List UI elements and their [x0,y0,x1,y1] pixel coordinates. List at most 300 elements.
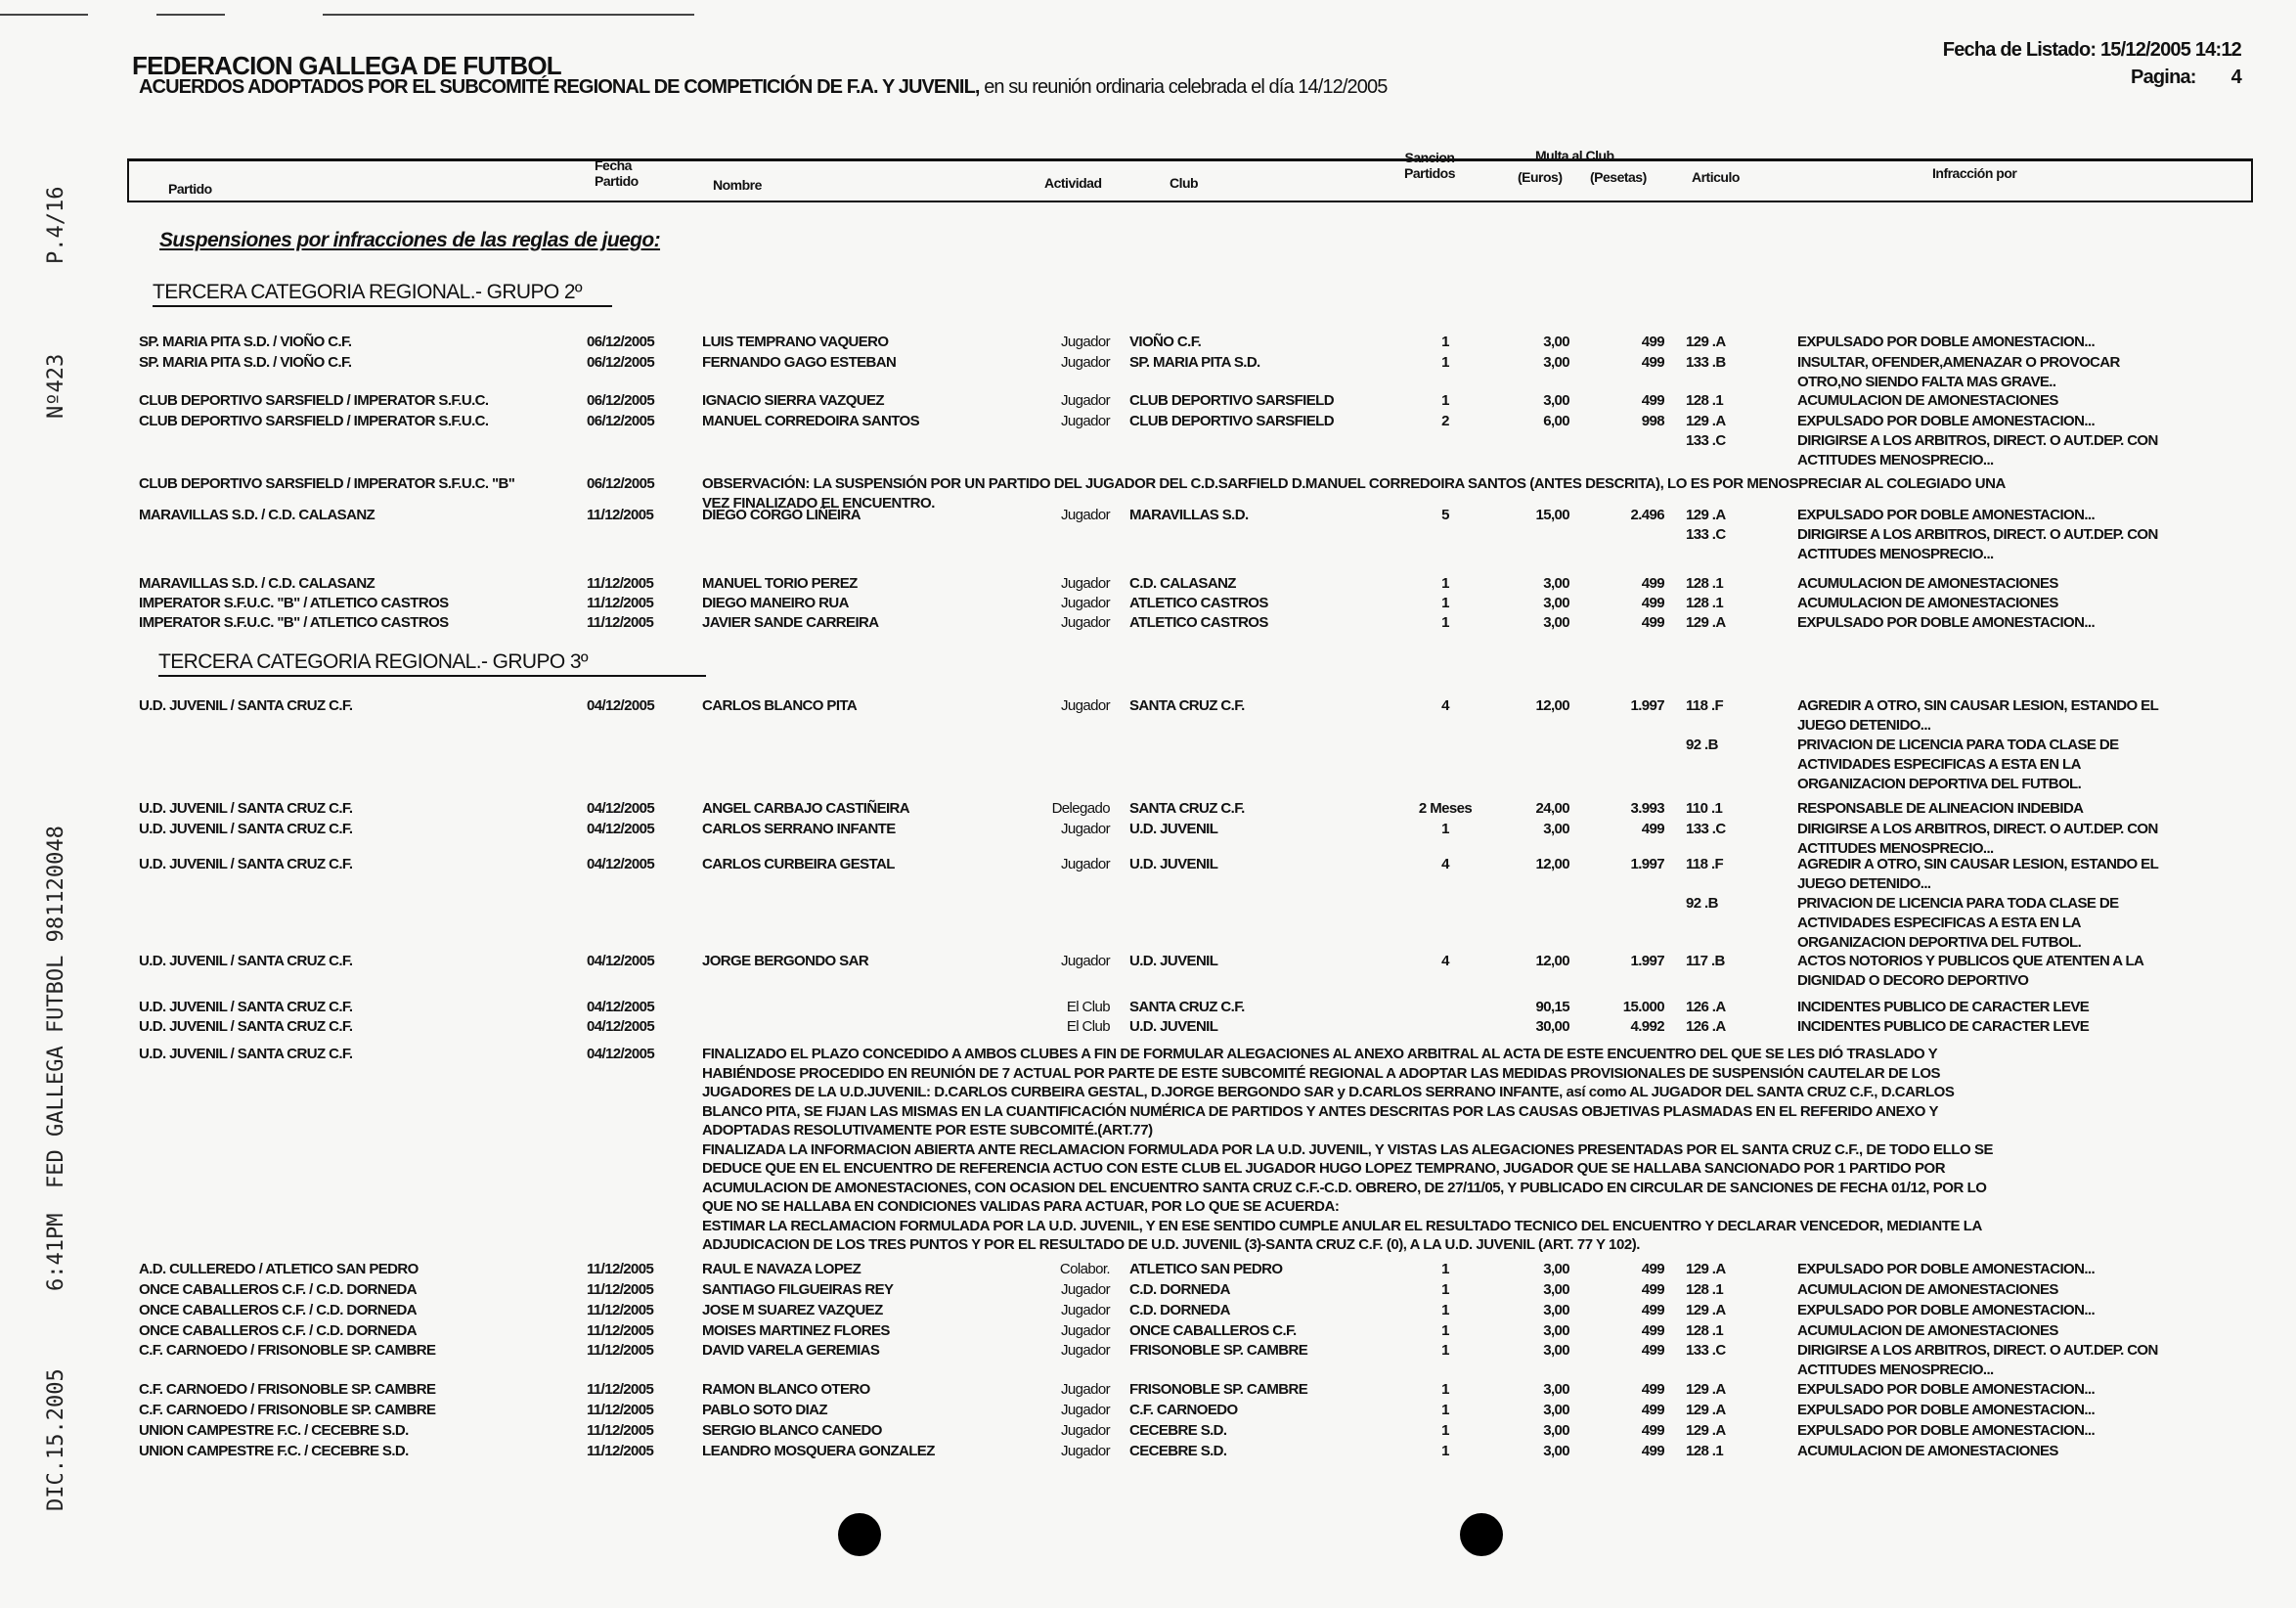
sanction-matches-cell: 1 [1441,1422,1449,1439]
fine-pesetas-cell: 499 [1641,1322,1664,1339]
infraction-line: ACTOS NOTORIOS Y PUBLICOS QUE ATENTEN A LA [1797,953,2144,969]
match-date-cell: 06/12/2005 [587,392,655,409]
observation-line: ADOPTADAS RESOLUTIVAMENTE POR ESTE SUBCOMITÉ.(ART.77) [702,1122,1153,1139]
partido-cell: U.D. JUVENIL / SANTA CRUZ C.F. [139,800,353,817]
fine-euros-cell: 3,00 [1543,1322,1569,1339]
observation-line: ACUMULACION DE AMONESTACIONES, CON OCASION DEL ENCUENTRO SANTA CRUZ C.F.-C.D. OBRERO, DE 27/11/05, Y PUBLICADO EN CIRCULAR DE SANCIONES DE FECHA 01/12, POR LO [702,1179,1987,1196]
match-date-cell: 04/12/2005 [587,1046,655,1062]
infraction-line: AGREDIR A OTRO, SIN CAUSAR LESION, ESTANDO EL [1797,856,2159,872]
infraction-line: DIRIGIRSE A LOS ARBITROS, DIRECT. O AUT.DEP. CON [1797,821,2158,837]
partido-cell: CLUB DEPORTIVO SARSFIELD / IMPERATOR S.F.U.C. "B" [139,475,515,492]
fine-euros-cell: 3,00 [1543,1402,1569,1418]
match-date-cell: 11/12/2005 [587,1342,654,1359]
infraction-line: PRIVACION DE LICENCIA PARA TODA CLASE DE [1797,895,2119,912]
fine-euros-cell: 3,00 [1543,614,1569,631]
partido-cell: MARAVILLAS S.D. / C.D. CALASANZ [139,507,375,523]
infraction-line: DIRIGIRSE A LOS ARBITROS, DIRECT. O AUT.DEP. CON [1797,1342,2158,1359]
col-infraccion: Infracción por [1932,165,2017,181]
fine-pesetas-cell: 1.997 [1630,856,1664,872]
fine-euros-cell: 12,00 [1535,856,1569,872]
observation-line: VEZ FINALIZADO EL ENCUENTRO. [702,495,935,512]
infraction-line: INCIDENTES PUBLICO DE CARACTER LEVE [1797,1018,2090,1035]
table-header [127,148,2253,202]
match-date-cell: 04/12/2005 [587,800,655,817]
infraction-line: ACUMULACION DE AMONESTACIONES [1797,575,2058,592]
match-date-cell: 04/12/2005 [587,999,655,1015]
partido-cell: UNION CAMPESTRE F.C. / CECEBRE S.D. [139,1422,409,1439]
infraction-line: EXPULSADO POR DOBLE AMONESTACION... [1797,1261,2096,1277]
sanction-matches-cell: 4 [1441,953,1449,969]
subtitle-main: ACUERDOS ADOPTADOS POR EL SUBCOMITÉ REGIONAL DE COMPETICIÓN DE F.A. Y JUVENIL, [139,76,980,98]
activity-cell: Jugador [1060,1402,1110,1418]
col-nombre: Nombre [713,177,762,193]
name-cell: DAVID VARELA GEREMIAS [702,1342,880,1359]
partido-cell: CLUB DEPORTIVO SARSFIELD / IMPERATOR S.F.U.C. [139,413,489,429]
observation-line: HABIÉNDOSE PROCEDIDO EN REUNIÓN DE 7 ACTUAL POR PARTE DE ESTE SUBCOMITÉ REGIONAL A ADOPTAR LAS MEDIDAS PROVISIONALES DE SUSPENSIÓN CAUTELAR DE LOS [702,1064,1941,1082]
document-subtitle [139,76,1387,99]
activity-cell: Jugador [1060,614,1110,631]
name-cell: DIEGO CORGO LIÑEIRA [702,507,861,523]
article-cell: 117 .B [1686,953,1725,969]
club-cell: CLUB DEPORTIVO SARSFIELD [1129,413,1334,429]
match-date-cell: 11/12/2005 [587,1443,654,1459]
infraction-line: ACTIVIDADES ESPECIFICAS A ESTA EN LA [1797,756,2081,773]
partido-cell: U.D. JUVENIL / SANTA CRUZ C.F. [139,1018,353,1035]
article-cell: 129 .A [1686,413,1726,429]
infraction-line: ACTITUDES MENOSPRECIO... [1797,840,1994,857]
article-cell: 133 .C [1686,526,1726,543]
activity-cell: El Club [1066,999,1110,1015]
col-multa: Multa al Club [1535,148,1614,163]
col-fecha [595,157,639,189]
activity-cell: El Club [1066,1018,1110,1035]
fine-pesetas-cell: 499 [1641,392,1664,409]
group-title: TERCERA CATEGORIA REGIONAL.- GRUPO 3º [158,650,706,677]
match-date-cell: 11/12/2005 [587,1322,654,1339]
name-cell: IGNACIO SIERRA VAZQUEZ [702,392,884,409]
activity-cell: Jugador [1060,856,1110,872]
fine-euros-cell: 3,00 [1543,1302,1569,1318]
name-cell: MOISES MARTINEZ FLORES [702,1322,890,1339]
name-cell: JOSE M SUAREZ VAZQUEZ [702,1302,883,1318]
listing-date: Fecha de Listado: 15/12/2005 14:12 [1942,39,2241,61]
article-cell: 129 .A [1686,1261,1726,1277]
col-actividad: Actividad [1044,175,1102,191]
infraction-line: ACUMULACION DE AMONESTACIONES [1797,1322,2058,1339]
sanction-matches-cell: 1 [1441,1402,1449,1418]
fine-euros-cell: 30,00 [1535,1018,1569,1035]
col-fecha-line2: Partido [595,173,639,189]
infraction-line: OTRO,NO SIENDO FALTA MAS GRAVE.. [1797,374,2056,390]
article-cell: 92 .B [1686,737,1718,753]
infraction-line: EXPULSADO POR DOBLE AMONESTACION... [1797,507,2096,523]
match-date-cell: 04/12/2005 [587,856,655,872]
col-sancion-line2: Partidos [1404,165,1456,181]
fine-pesetas-cell: 499 [1641,1443,1664,1459]
name-cell: SANTIAGO FILGUEIRAS REY [702,1281,894,1298]
club-cell: ATLETICO SAN PEDRO [1129,1261,1283,1277]
article-cell: 128 .1 [1686,392,1724,409]
match-date-cell: 06/12/2005 [587,354,655,371]
article-cell: 128 .1 [1686,1322,1724,1339]
sanction-matches-cell: 4 [1441,856,1449,872]
fine-euros-cell: 3,00 [1543,1261,1569,1277]
col-sancion-line1: Sancion [1404,150,1455,165]
infraction-line: EXPULSADO POR DOBLE AMONESTACION... [1797,413,2096,429]
infraction-line: ACUMULACION DE AMONESTACIONES [1797,1443,2058,1459]
observation-line: ADJUDICACION DE LOS TRES PUNTOS Y POR EL RESULTADO DE U.D. JUVENIL (3)-SANTA CRUZ C.F. (0), A LA U.D. JUVENIL (ART. 77 Y 102). [702,1236,1641,1253]
infraction-line: ACTITUDES MENOSPRECIO... [1797,546,1994,562]
observation-line: JUGADORES DE LA U.D.JUVENIL: D.CARLOS CURBEIRA GESTAL, D.JORGE BERGONDO SAR y D.CARLOS SERRANO INFANTE, así como AL JUGADOR DEL SANTA CRUZ C.F., D.CARLOS [702,1084,1955,1100]
activity-cell: Jugador [1060,697,1110,714]
partido-cell: ONCE CABALLEROS C.F. / C.D. DORNEDA [139,1281,418,1298]
fine-pesetas-cell: 499 [1641,595,1664,611]
observation-line: DEDUCE QUE EN EL ENCUENTRO DE REFERENCIA ACTUO CON ESTE CLUB EL JUGADOR HUGO LOPEZ TEMPRANO, JUGADOR QUE SE HALLABA SANCIONADO POR 1 PARTIDO POR [702,1160,1946,1177]
col-partido: Partido [168,181,212,197]
article-cell: 129 .A [1686,1381,1726,1398]
club-cell: C.D. CALASANZ [1129,575,1236,592]
fax-transmission-header [44,142,69,1511]
col-pesetas: (Pesetas) [1590,169,1647,185]
fine-euros-cell: 3,00 [1543,1281,1569,1298]
article-cell: 133 .C [1686,1342,1726,1359]
infraction-line: DIGNIDAD O DECORO DEPORTIVO [1797,972,2029,989]
section-heading: Suspensiones por infracciones de las reglas de juego: [159,229,661,251]
name-cell: CARLOS SERRANO INFANTE [702,821,896,837]
sanction-matches-cell: 1 [1441,575,1449,592]
activity-cell: Jugador [1060,507,1110,523]
partido-cell: IMPERATOR S.F.U.C. "B" / ATLETICO CASTROS [139,614,449,631]
partido-cell: U.D. JUVENIL / SANTA CRUZ C.F. [139,999,353,1015]
match-date-cell: 06/12/2005 [587,334,655,350]
sanction-matches-cell: 1 [1441,614,1449,631]
sanction-matches-cell: 1 [1441,334,1449,350]
match-date-cell: 11/12/2005 [587,1422,654,1439]
name-cell: RAUL E NAVAZA LOPEZ [702,1261,861,1277]
name-cell: LUIS TEMPRANO VAQUERO [702,334,889,350]
partido-cell: C.F. CARNOEDO / FRISONOBLE SP. CAMBRE [139,1342,436,1359]
fine-pesetas-cell: 1.997 [1630,697,1664,714]
partido-cell: ONCE CABALLEROS C.F. / C.D. DORNEDA [139,1322,418,1339]
club-cell: SANTA CRUZ C.F. [1129,800,1245,817]
activity-cell: Jugador [1060,575,1110,592]
club-cell: ATLETICO CASTROS [1129,614,1268,631]
club-cell: CECEBRE S.D. [1129,1443,1227,1459]
club-cell: C.F. CARNOEDO [1129,1402,1238,1418]
match-date-cell: 11/12/2005 [587,507,654,523]
activity-cell: Delegado [1051,800,1110,817]
sanction-matches-cell: 1 [1441,595,1449,611]
partido-cell: IMPERATOR S.F.U.C. "B" / ATLETICO CASTROS [139,595,449,611]
club-cell: MARAVILLAS S.D. [1129,507,1249,523]
infraction-line: ORGANIZACION DEPORTIVA DEL FUTBOL. [1797,776,2082,792]
article-cell: 126 .A [1686,999,1726,1015]
club-cell: U.D. JUVENIL [1129,856,1218,872]
infraction-line: DIRIGIRSE A LOS ARBITROS, DIRECT. O AUT.DEP. CON [1797,526,2158,543]
fine-euros-cell: 3,00 [1543,1342,1569,1359]
infraction-line: ACUMULACION DE AMONESTACIONES [1797,595,2058,611]
name-cell: PABLO SOTO DIAZ [702,1402,827,1418]
fine-euros-cell: 3,00 [1543,821,1569,837]
club-cell: SANTA CRUZ C.F. [1129,999,1245,1015]
infraction-line: AGREDIR A OTRO, SIN CAUSAR LESION, ESTANDO EL [1797,697,2159,714]
match-date-cell: 06/12/2005 [587,413,655,429]
observation-line: BLANCO PITA, SE FIJAN LAS MISMAS EN LA CUANTIFICACIÓN NUMÉRICA DE PARTIDOS Y ANTES DESCRITAS POR LAS CAUSAS OBJETIVAS PLASMADAS EN EL REFERIDO ANEXO Y [702,1102,1938,1120]
article-cell: 133 .C [1686,432,1726,449]
group-title: TERCERA CATEGORIA REGIONAL.- GRUPO 2º [153,281,612,307]
infraction-line: RESPONSABLE DE ALINEACION INDEBIDA [1797,800,2084,817]
sanction-matches-cell: 1 [1441,1261,1449,1277]
match-date-cell: 04/12/2005 [587,697,655,714]
sanction-matches-cell: 1 [1441,1322,1449,1339]
partido-cell: U.D. JUVENIL / SANTA CRUZ C.F. [139,821,353,837]
fine-euros-cell: 90,15 [1535,999,1569,1015]
club-cell: U.D. JUVENIL [1129,953,1218,969]
activity-cell: Jugador [1060,1281,1110,1298]
fine-pesetas-cell: 4.992 [1630,1018,1664,1035]
article-cell: 110 .1 [1686,800,1723,817]
article-cell: 118 .F [1686,697,1724,714]
fine-pesetas-cell: 499 [1641,1402,1664,1418]
sanction-matches-cell: 1 [1441,1443,1449,1459]
article-cell: 128 .1 [1686,595,1724,611]
article-cell: 118 .F [1686,856,1724,872]
activity-cell: Jugador [1060,953,1110,969]
fine-pesetas-cell: 499 [1641,1381,1664,1398]
fine-pesetas-cell: 499 [1641,821,1664,837]
partido-cell: CLUB DEPORTIVO SARSFIELD / IMPERATOR S.F.U.C. [139,392,489,409]
fine-pesetas-cell: 3.993 [1630,800,1664,817]
fine-pesetas-cell: 15.000 [1622,999,1664,1015]
fax-edge-mark [323,14,694,16]
infraction-line: INCIDENTES PUBLICO DE CARACTER LEVE [1797,999,2090,1015]
article-cell: 129 .A [1686,614,1726,631]
sanction-matches-cell: 2 Meses [1418,800,1473,817]
infraction-line: EXPULSADO POR DOBLE AMONESTACION... [1797,614,2096,631]
name-cell: MANUEL CORREDOIRA SANTOS [702,413,920,429]
fine-euros-cell: 12,00 [1535,953,1569,969]
club-cell: VIOÑO C.F. [1129,334,1202,350]
document-title: FEDERACION GALLEGA DE FUTBOL [132,51,561,80]
partido-cell: U.D. JUVENIL / SANTA CRUZ C.F. [139,1046,353,1062]
club-cell: U.D. JUVENIL [1129,1018,1218,1035]
partido-cell: C.F. CARNOEDO / FRISONOBLE SP. CAMBRE [139,1381,436,1398]
name-cell: LEANDRO MOSQUERA GONZALEZ [702,1443,935,1459]
article-cell: 92 .B [1686,895,1718,912]
match-date-cell: 04/12/2005 [587,953,655,969]
fine-pesetas-cell: 499 [1641,1302,1664,1318]
observation-line: ESTIMAR LA RECLAMACION FORMULADA POR LA U.D. JUVENIL, Y EN ESE SENTIDO CUMPLE ANULAR EL RESULTADO TECNICO DEL ENCUENTRO Y DECLARAR VENCEDOR, MEDIANTE LA [702,1217,1982,1234]
name-cell: JAVIER SANDE CARREIRA [702,614,879,631]
fine-pesetas-cell: 499 [1641,1422,1664,1439]
fine-euros-cell: 3,00 [1543,1381,1569,1398]
infraction-line: ACUMULACION DE AMONESTACIONES [1797,1281,2058,1298]
name-cell: DIEGO MANEIRO RUA [702,595,849,611]
activity-cell: Jugador [1060,334,1110,350]
fine-pesetas-cell: 499 [1641,1281,1664,1298]
activity-cell: Jugador [1060,595,1110,611]
article-cell: 128 .1 [1686,575,1724,592]
fax-date: DIC.15.2005 [44,1368,68,1511]
article-cell: 129 .A [1686,334,1726,350]
fine-euros-cell: 3,00 [1543,1443,1569,1459]
match-date-cell: 11/12/2005 [587,1381,654,1398]
match-date-cell: 11/12/2005 [587,1402,654,1418]
match-date-cell: 06/12/2005 [587,475,655,492]
infraction-line: INSULTAR, OFENDER,AMENAZAR O PROVOCAR [1797,354,2120,371]
partido-cell: A.D. CULLEREDO / ATLETICO SAN PEDRO [139,1261,419,1277]
sanction-matches-cell: 1 [1441,821,1449,837]
club-cell: ATLETICO CASTROS [1129,595,1268,611]
infraction-line: EXPULSADO POR DOBLE AMONESTACION... [1797,334,2096,350]
match-date-cell: 11/12/2005 [587,614,654,631]
partido-cell: U.D. JUVENIL / SANTA CRUZ C.F. [139,953,353,969]
fax-page: P.4/16 [44,186,68,264]
infraction-line: JUEGO DETENIDO... [1797,875,1931,892]
activity-cell: Jugador [1060,392,1110,409]
infraction-line: EXPULSADO POR DOBLE AMONESTACION... [1797,1302,2096,1318]
col-fecha-line1: Fecha [595,157,632,173]
name-cell: ANGEL CARBAJO CASTIÑEIRA [702,800,910,817]
club-cell: CLUB DEPORTIVO SARSFIELD [1129,392,1334,409]
fine-euros-cell: 12,00 [1535,697,1569,714]
activity-cell: Jugador [1060,413,1110,429]
observation-line: OBSERVACIÓN: LA SUSPENSIÓN POR UN PARTIDO DEL JUGADOR DEL C.D.SARFIELD D.MANUEL CORREDOIRA SANTOS (ANTES DESCRITA), LO ES POR MENOSPRECIAR AL COLEGIADO UNA [702,475,2006,492]
partido-cell: SP. MARIA PITA S.D. / VIOÑO C.F. [139,354,352,371]
infraction-line: ACTIVIDADES ESPECIFICAS A ESTA EN LA [1797,915,2081,931]
name-cell: MANUEL TORIO PEREZ [702,575,858,592]
partido-cell: U.D. JUVENIL / SANTA CRUZ C.F. [139,856,353,872]
infraction-line: DIRIGIRSE A LOS ARBITROS, DIRECT. O AUT.DEP. CON [1797,432,2158,449]
name-cell: FERNANDO GAGO ESTEBAN [702,354,897,371]
col-articulo: Articulo [1692,169,1740,185]
article-cell: 129 .A [1686,1402,1726,1418]
activity-cell: Jugador [1060,354,1110,371]
infraction-line: ORGANIZACION DEPORTIVA DEL FUTBOL. [1797,934,2082,951]
punch-hole [1460,1513,1503,1556]
fine-pesetas-cell: 499 [1641,575,1664,592]
match-date-cell: 11/12/2005 [587,1302,654,1318]
article-cell: 128 .1 [1686,1443,1724,1459]
page-number: 4 [2230,67,2241,88]
partido-cell: ONCE CABALLEROS C.F. / C.D. DORNEDA [139,1302,418,1318]
article-cell: 128 .1 [1686,1281,1724,1298]
fine-euros-cell: 3,00 [1543,392,1569,409]
observation-line: FINALIZADO EL PLAZO CONCEDIDO A AMBOS CLUBES A FIN DE FORMULAR ALEGACIONES AL ANEXO ARBITRAL AL ACTA DE ESTE ENCUENTRO DEL QUE SE LES DIÓ TRASLADO Y [702,1046,1938,1062]
article-cell: 129 .A [1686,507,1726,523]
infraction-line: EXPULSADO POR DOBLE AMONESTACION... [1797,1422,2096,1439]
sanction-matches-cell: 1 [1441,1381,1449,1398]
fine-euros-cell: 24,00 [1535,800,1569,817]
activity-cell: Jugador [1060,1443,1110,1459]
fine-euros-cell: 3,00 [1543,354,1569,371]
club-cell: SANTA CRUZ C.F. [1129,697,1245,714]
fine-euros-cell: 3,00 [1543,334,1569,350]
fax-edge-mark [0,14,88,16]
sanction-matches-cell: 5 [1441,507,1449,523]
article-cell: 133 .C [1686,821,1726,837]
sanction-matches-cell: 1 [1441,1302,1449,1318]
activity-cell: Jugador [1060,1342,1110,1359]
match-date-cell: 04/12/2005 [587,1018,655,1035]
article-cell: 133 .B [1686,354,1726,371]
col-sancion [1404,150,1455,181]
activity-cell: Jugador [1060,1381,1110,1398]
club-cell: SP. MARIA PITA S.D. [1129,354,1260,371]
match-date-cell: 11/12/2005 [587,575,654,592]
sanction-matches-cell: 2 [1441,413,1449,429]
page-label: Pagina: [2131,67,2196,88]
name-cell: SERGIO BLANCO CANEDO [702,1422,882,1439]
partido-cell: UNION CAMPESTRE F.C. / CECEBRE S.D. [139,1443,409,1459]
infraction-line: PRIVACION DE LICENCIA PARA TODA CLASE DE [1797,737,2119,753]
name-cell: CARLOS CURBEIRA GESTAL [702,856,895,872]
fax-time: 6:41PM [44,1213,68,1291]
club-cell: U.D. JUVENIL [1129,821,1218,837]
match-date-cell: 11/12/2005 [587,595,654,611]
activity-cell: Jugador [1060,1422,1110,1439]
fine-pesetas-cell: 2.496 [1630,507,1664,523]
article-cell: 129 .A [1686,1422,1726,1439]
club-cell: C.D. DORNEDA [1129,1302,1230,1318]
club-cell: C.D. DORNEDA [1129,1281,1230,1298]
fine-euros-cell: 3,00 [1543,1422,1569,1439]
partido-cell: MARAVILLAS S.D. / C.D. CALASANZ [139,575,375,592]
infraction-line: ACUMULACION DE AMONESTACIONES [1797,392,2058,409]
article-cell: 129 .A [1686,1302,1726,1318]
fax-number: Nº423 [44,353,68,419]
fine-pesetas-cell: 499 [1641,1261,1664,1277]
observation-line: FINALIZADA LA INFORMACION ABIERTA ANTE RECLAMACION FORMULADA POR LA U.D. JUVENIL, Y VISTAS LAS ALEGACIONES PRESENTADAS POR EL SANTA CRUZ C.F., DE TODO ELLO SE [702,1140,1994,1158]
subtitle-meeting: en su reunión ordinaria celebrada el día 14/12/2005 [979,76,1388,98]
fax-edge-mark [156,14,225,16]
col-euros: (Euros) [1518,169,1563,185]
fine-pesetas-cell: 499 [1641,334,1664,350]
activity-cell: Colabor. [1059,1261,1110,1277]
fine-pesetas-cell: 1.997 [1630,953,1664,969]
club-cell: FRISONOBLE SP. CAMBRE [1129,1381,1308,1398]
infraction-line: JUEGO DETENIDO... [1797,717,1931,734]
name-cell: JORGE BERGONDO SAR [702,953,869,969]
fine-pesetas-cell: 998 [1641,413,1664,429]
col-club: Club [1170,175,1199,191]
infraction-line: EXPULSADO POR DOBLE AMONESTACION... [1797,1402,2096,1418]
sanction-matches-cell: 4 [1441,697,1449,714]
infraction-line: ACTITUDES MENOSPRECIO... [1797,452,1994,469]
match-date-cell: 04/12/2005 [587,821,655,837]
infraction-line: EXPULSADO POR DOBLE AMONESTACION... [1797,1381,2096,1398]
sanction-matches-cell: 1 [1441,354,1449,371]
activity-cell: Jugador [1060,1302,1110,1318]
club-cell: ONCE CABALLEROS C.F. [1129,1322,1297,1339]
match-date-cell: 11/12/2005 [587,1261,654,1277]
fine-pesetas-cell: 499 [1641,354,1664,371]
name-cell: CARLOS BLANCO PITA [702,697,858,714]
sanction-matches-cell: 1 [1441,392,1449,409]
sanction-matches-cell: 1 [1441,1342,1449,1359]
fine-euros-cell: 3,00 [1543,595,1569,611]
fine-euros-cell: 3,00 [1543,575,1569,592]
fine-pesetas-cell: 499 [1641,1342,1664,1359]
fine-euros-cell: 15,00 [1535,507,1569,523]
fax-sender: FED GALLEGA FUTBOL 981120048 [44,826,68,1188]
observation-line: QUE NO SE HALLABA EN CONDICIONES VALIDAS PARA ACTUAR, POR LO QUE SE ACUERDA: [702,1198,1340,1215]
fine-euros-cell: 6,00 [1543,413,1569,429]
infraction-line: ACTITUDES MENOSPRECIO... [1797,1362,1994,1378]
article-cell: 126 .A [1686,1018,1726,1035]
sanction-matches-cell: 1 [1441,1281,1449,1298]
activity-cell: Jugador [1060,1322,1110,1339]
